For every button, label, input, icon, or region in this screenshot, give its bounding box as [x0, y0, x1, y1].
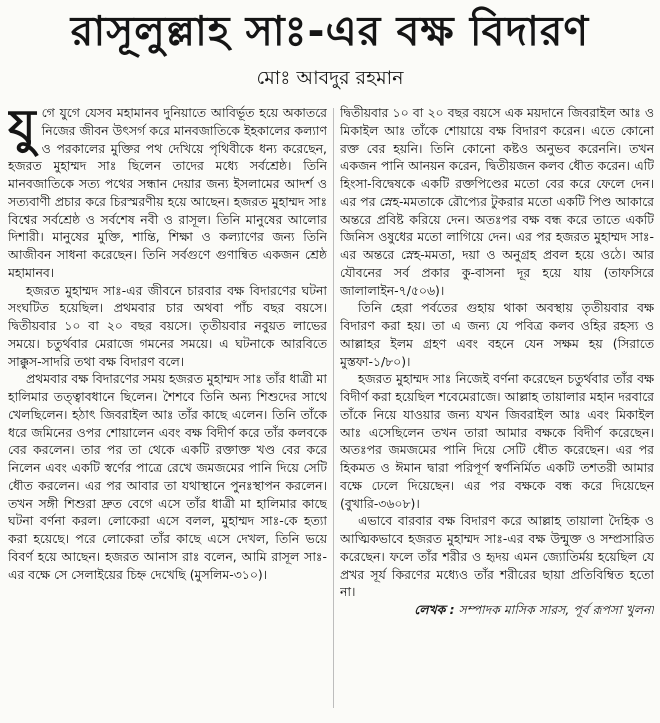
paragraph-conclusion: এভাবে বারবার বক্ষ বিদারণ করে আল্লাহ তায়ালা দৈহিক ও আত্মিকভাবে হজরত মুহাম্মদ সাঃ-এর বক্ষ উন্মুক্ত ও সম্প্রসারিত করেছেন। ফলে তাঁর শরীর ও হৃদয় এমন জ্যোতির্ময় হয়েছিল যে প্রখর সূর্য কিরণের মধ্যেও তাঁর শরীরের ছায়া প্রতিবিম্বিত হতো না।	[340, 513, 654, 600]
author-credit	[340, 601, 654, 619]
paragraph-intro	[8, 104, 327, 282]
paragraph-third-time: তিনি হেরা পর্বতের গুহায় থাকা অবস্থায় তৃতীয়বার বক্ষ বিদারণ করা হয়। তা এ জন্য যে পবিত্র কলব ওহির রহস্য ও আল্লাহর ইলম গ্রহণ এবং বহনে যেন সক্ষম হয় (সিরাতে মুস্তফা-১/৮০)।	[340, 300, 654, 369]
paragraph-fourth-time: হজরত মুহাম্মদ সাঃ নিজেই বর্ণনা করেছেন চতুর্থবার তাঁর বক্ষ বিদীর্ণ করা হয়েছিল শবেমেরাজে। আল্লাহ তায়ালার মহান দরবারে তাঁকে নিয়ে যাওয়ার জন্য যখন জিবরাইল আঃ এবং মিকাইল আঃ এসেছিলেন তখন তারা আমার বক্ষকে বিদীর্ণ করেছেন। অতঃপর জমজমের পানি দিয়ে সেটি ধৌত করেছেন। এর পর হিকমত ও ঈমান দ্বারা পরিপূর্ণ স্বর্ণনির্মিত একটি তশতরী আমার বক্ষে ঢেলে দিয়েছেন। এর পর বক্ষকে বন্ধ করে দিয়েছেন (বুখারি-৩৬০৮)।	[340, 371, 654, 511]
credit-text: সম্পাদক মাসিক সারস, পূর্ব রূপসা খুলনা	[458, 602, 654, 617]
paragraph-second-time: দ্বিতীয়বার ১০ বা ২০ বছর বয়সে এক ময়দানে জিবরাইল আঃ ও মিকাইল আঃ তাঁকে শোয়ায়ে বক্ষ বিদারণ করেন। এতে কোনো রক্ত বের হয়নি। তিনি কোনো কষ্টও অনুভব করেননি। তখন একজন পানি আনয়ন করেন, দ্বিতীয়জন কলব ধৌত করেন। এটি হিংসা-বিদ্বেষকে একটি রক্তপিণ্ডের মতো বের করে ফেলে দেন। এর পর স্নেহ-মমতাকে রৌপ্যের টুকরার মতো একটি পিণ্ড আকারে অন্তরে প্রবিষ্ট করিয়ে দেন। অতঃপর বক্ষ বন্ধ করে তাতে একটি জিনিস ওষুধের মতো লাগিয়ে দেন। এর পর হজরত মুহাম্মদ সাঃ-এর অন্তরে স্নেহ-মমতা, দয়া ও অনুগ্রহ প্রবল হয়ে ওঠে। আর যৌবনের সর্ব প্রকার কু-বাসনা দূর হয়ে যায় (তাফসিরে জালালাইন-৭/৫০৬)।	[340, 105, 654, 298]
column-divider	[333, 108, 334, 708]
paragraph-four-times: হজরত মুহাম্মদ সাঃ-এর জীবনে চারবার বক্ষ বিদারণের ঘটনা সংঘটিত হয়েছিল। প্রথমবার চার অথবা পাঁচ বছর বয়সে। দ্বিতীয়বার ১০ বা ২০ বছর বয়সে। তৃতীয়বার নবুয়ত লাভের সময়ে। চতুর্থবার মেরাজে গমনের সময়ে। এ ঘটনাকে আরবিতে সাক্কুস-সাদরি তথা বক্ষ বিদারণ বলে।	[8, 282, 327, 369]
paragraph-intro-text: গে যুগে যেসব মহামানব দুনিয়াতে আবির্ভূত হয়ে অকাতরে নিজের জীবন উৎসর্গ করে মানবজাতিকে ইহকালের কল্যাণ ও পরকালের মুক্তির পথ দেখিয়ে পৃথিবীকে ধন্য করেছেন, হজরত মুহাম্মদ সাঃ ছিলেন তাদের মধ্যে সর্বশ্রেষ্ঠ। তিনি মানবজাতিকে সত্য পথের সন্ধান দেয়ার জন্য ইসলামের আদর্শ ও সত্যবাণী প্রচার করে চিরস্মরণীয় হয়ে আছেন। হজরত মুহাম্মদ সাঃ বিশ্বের সর্বশ্রেষ্ঠ ও সর্বশেষ নবী ও রাসূল। তিনি মানুষের আলোর দিশারী। মানুষের মুক্তি, শান্তি, শিক্ষা ও কল্যাণের জন্য তিনি আজীবন সাধনা করেছেন। তিনি সর্বগুণে গুণান্বিত একজন শ্রেষ্ঠ মহামানব।	[8, 105, 327, 280]
right-column	[340, 104, 654, 714]
drop-cap: যু	[8, 104, 36, 155]
paragraph-first-time: প্রথমবার বক্ষ বিদারণের সময় হজরত মুহাম্মদ সাঃ তাঁর ধাত্রী মা হালিমার তত্ত্বাবধানে ছিলেন। শৈশবে তিনি অন্য শিশুদের সাথে খেলছিলেন। হঠাৎ জিবরাইল আঃ তাঁর কাছে এলেন। তিনি তাঁকে ধরে জমিনের ওপর শোয়ালেন এবং বক্ষ বিদীর্ণ করে তাঁর কলবকে বের করলেন। তার পর তা থেকে একটি রক্তাক্ত খণ্ড বের করে নিলেন এবং একটি স্বর্ণের পাত্রে রেখে জমজমের পানি দিয়ে সেটি ধৌত করলেন। এর পর আবার তা যথাস্থানে পুনঃস্থাপন করলেন। তখন সঙ্গী শিশুরা দ্রুত বেগে এসে তাঁর ধাত্রী মা হালিমার কাছে ঘটনা বর্ণনা করল। লোকেরা এসে বলল, মুহাম্মদ সাঃ-কে হত্যা করা হয়েছে। পরে লোকেরা তাঁর কাছে এসে দেখল, তিনি ভয়ে বিবর্ণ হয়ে আছেন। হজরত আনাস রাঃ বলেন, আমি রাসূল সাঃ-এর বক্ষে সে সেলাইয়ের চিহ্ন দেখেছি (মুসলিম-৩১০)।	[8, 371, 327, 582]
article-author: মোঃ আবদুর রহমান	[256, 67, 404, 89]
left-column	[8, 104, 327, 714]
article-title: রাসূলুল্লাহ সাঃ-এর বক্ষ বিদারণ	[70, 7, 590, 55]
credit-label: লেখক :	[414, 602, 455, 617]
